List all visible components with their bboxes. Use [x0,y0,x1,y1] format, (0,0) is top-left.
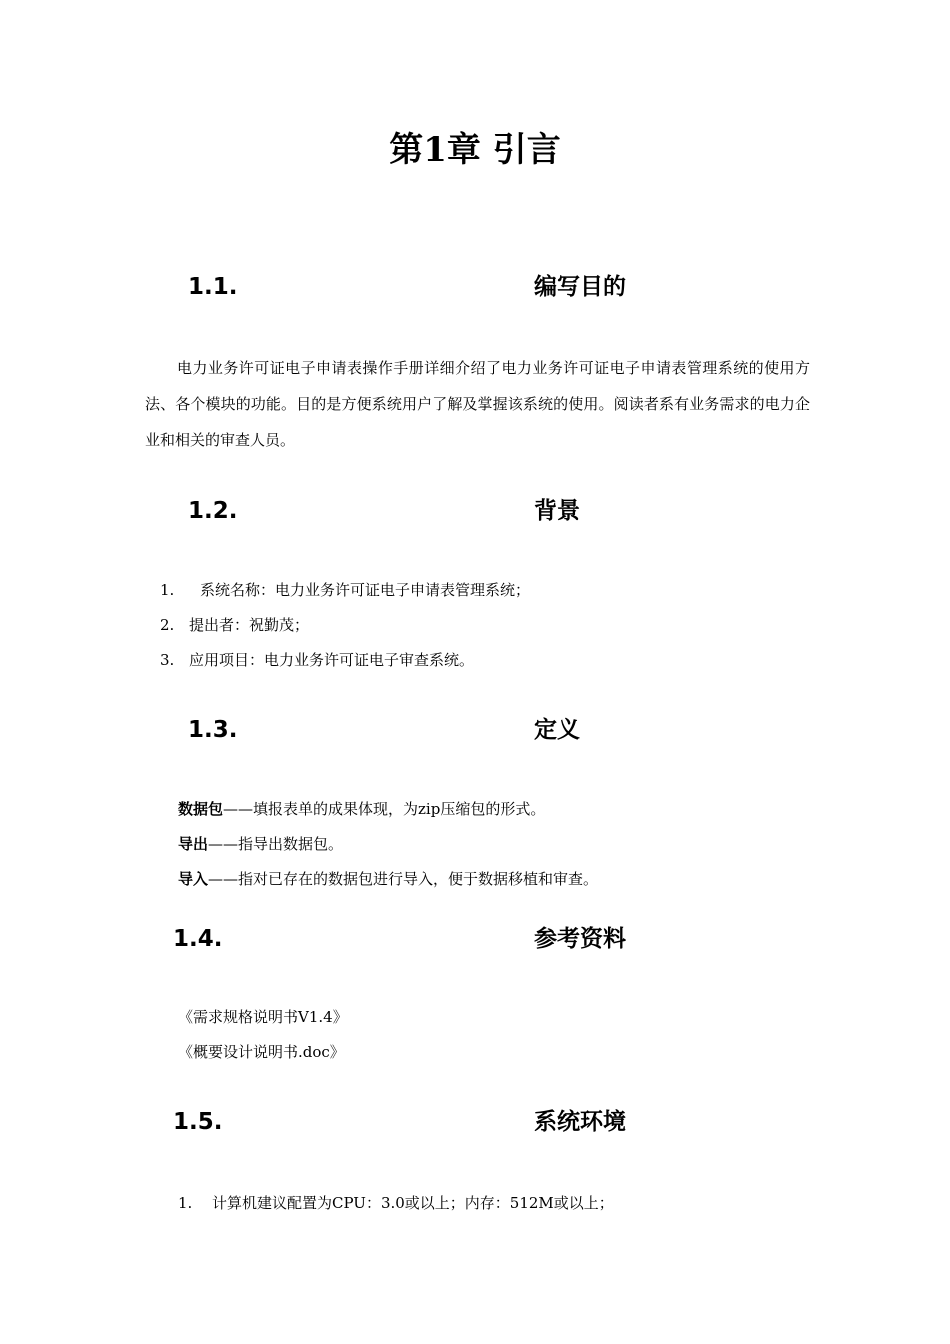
section-title: 背景 [534,498,580,524]
section-heading-1-2 [0,494,700,528]
section-title: 系统环境 [534,1109,626,1135]
definition-desc: ——指导出数据包。 [208,835,344,853]
definition-item [178,798,545,820]
definition-desc: ——指对已存在的数据包进行导入，便于数据移植和审查。 [208,870,599,888]
list-item-text: 应用项目：电力业务许可证电子审查系统。 [189,651,475,669]
list-item-text: 系统名称：电力业务许可证电子申请表管理系统； [200,581,531,599]
section-title: 参考资料 [534,926,626,952]
section-heading-1-3 [0,713,700,747]
list-item [178,1192,614,1214]
definition-item [178,868,598,890]
section-number: 1.3. [188,717,238,743]
list-item-number: 1. [178,1194,193,1212]
section-number: 1.1. [188,274,238,300]
list-item [160,579,530,601]
list-item-text: 提出者：祝勤茂； [189,616,310,634]
list-item-number: 3. [160,651,175,669]
list-item-number: 1. [160,581,175,599]
chapter-title: 第1章 引言 [389,130,561,170]
purpose-paragraph: 电力业务许可证电子申请表操作手册详细介绍了电力业务许可证电子申请表管理系统的使用方法、各个模块的功能。目的是方便系统用户了解及掌握该系统的使用。阅读者系有业务需求的电力企业和相关的审查人员。 [145,359,810,449]
list-item [160,649,474,671]
list-item-text: 计算机建议配置为CPU：3.0或以上；内存：512M或以上； [212,1194,614,1212]
definition-term: 数据包 [178,800,224,818]
section-number: 1.5. [173,1109,223,1135]
section-title: 定义 [534,717,580,743]
reference-item: 《需求规格说明书V1.4》 [178,1008,348,1026]
section-heading-1-5 [0,1105,700,1139]
section-heading-1-1 [0,270,700,304]
definition-item [178,833,343,855]
definition-desc: ——填报表单的成果体现，为zip压缩包的形式。 [223,800,546,818]
section-title: 编写目的 [534,274,626,300]
reference-item: 《概要设计说明书.doc》 [178,1043,345,1061]
definition-term: 导入 [178,870,209,888]
section-heading-1-4 [0,922,700,956]
section-number: 1.4. [173,926,223,952]
definition-term: 导出 [178,835,209,853]
list-item-number: 2. [160,616,175,634]
section-number: 1.2. [188,498,238,524]
list-item [160,614,309,636]
